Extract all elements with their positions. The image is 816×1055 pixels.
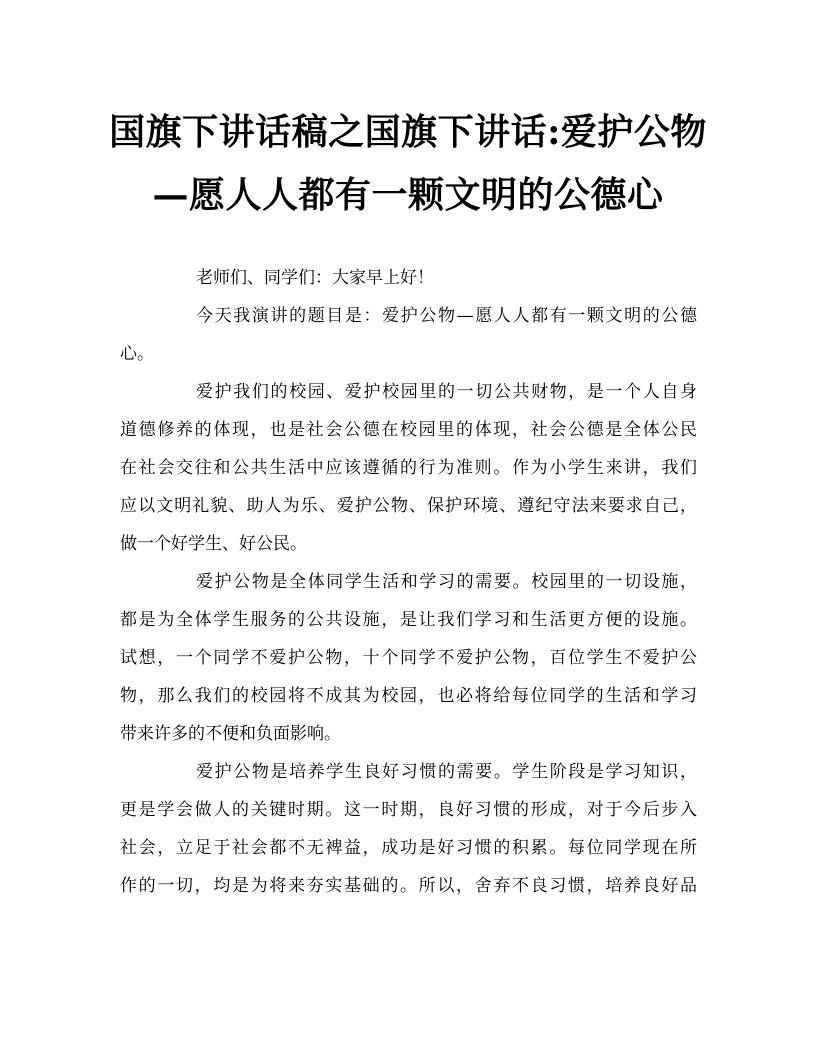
body-line: 社会，立足于社会都不无裨益，成功是好习惯的积累。每位同学现在所: [120, 838, 697, 858]
document-title-line-1: 国旗下讲话稿之国旗下讲话:爱护公物: [109, 111, 707, 153]
body-line: 试想，一个同学不爱护公物，十个同学不爱护公物，百位学生不爱护公: [120, 648, 697, 668]
body-line: 带来许多的不便和负面影响。: [120, 724, 341, 744]
greeting-line: 老师们、同学们：大家早上好！: [196, 268, 434, 288]
body-line: 应以文明礼貌、助人为乐、爱护公物、保护环境、遵纪守法来要求自己，: [120, 496, 697, 516]
body-line: 心。: [120, 344, 154, 364]
body-line: 物，那么我们的校园将不成其为校园，也必将给每位同学的生活和学习: [120, 686, 697, 706]
body-line: 都是为全体学生服务的公共设施，是让我们学习和生活更方便的设施。: [120, 610, 697, 630]
body-line: 爱护我们的校园、爱护校园里的一切公共财物，是一个人自身: [196, 382, 697, 402]
body-line: 作的一切，均是为将来夯实基础的。所以，舍弃不良习惯，培养良好品: [120, 876, 697, 896]
document-body: [120, 259, 697, 905]
body-line: 在社会交往和公共生活中应该遵循的行为准则。作为小学生来讲，我们: [120, 458, 697, 478]
document-title-line-2: —愿人人都有一颗文明的公德心: [152, 174, 664, 216]
body-line: 更是学会做人的关键时期。这一时期，良好习惯的形成，对于今后步入: [120, 800, 697, 820]
body-line: 道德修养的体现，也是社会公德在校园里的体现，社会公德是全体公民: [120, 420, 697, 440]
body-line: 做一个好学生、好公民。: [120, 534, 307, 554]
body-line: 爱护公物是培养学生良好习惯的需要。学生阶段是学习知识，: [196, 762, 697, 782]
body-line: 今天我演讲的题目是：爱护公物—愿人人都有一颗文明的公德: [196, 306, 697, 326]
body-line: 爱护公物是全体同学生活和学习的需要。校园里的一切设施，: [196, 572, 697, 592]
